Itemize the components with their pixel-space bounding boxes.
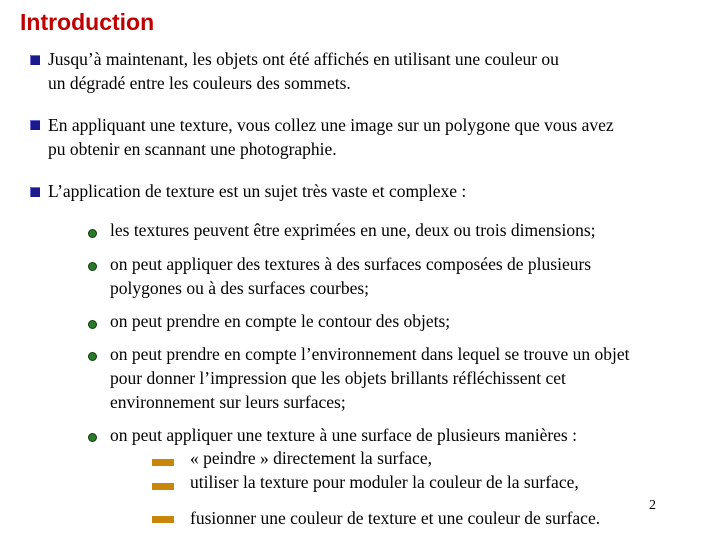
method-2: utiliser la texture pour moduler la couleur de la surface, [190, 472, 579, 492]
dash-bullet-icon [152, 516, 174, 523]
paragraph-2-line-1: En appliquant une texture, vous collez une image sur un polygone que vous avez [48, 115, 614, 135]
paragraph-1-line-2: un dégradé entre les couleurs des sommets. [48, 73, 351, 93]
paragraph-1-line-1: Jusqu’à maintenant, les objets ont été affichés en utilisant une couleur ou [48, 49, 559, 69]
round-bullet-icon [88, 433, 97, 442]
sub-item-4-line-1: on peut prendre en compte l’environnement dans lequel se trouve un objet [110, 344, 630, 364]
dash-bullet-icon [152, 483, 174, 490]
round-bullet-icon [88, 320, 97, 329]
method-3: fusionner une couleur de texture et une couleur de surface. [190, 508, 601, 528]
square-bullet-icon [30, 187, 40, 197]
dash-bullet-icon [152, 459, 174, 466]
square-bullet-icon [30, 55, 40, 65]
round-bullet-icon [88, 352, 97, 361]
sub-item-4-line-3: environnement sur leurs surfaces; [110, 392, 346, 412]
paragraph-2-line-2: pu obtenir en scannant une photographie. [48, 139, 337, 159]
round-bullet-icon [88, 262, 97, 271]
sub-item-4-line-2: pour donner l’impression que les objets brillants réfléchissent cet [110, 368, 566, 388]
sub-item-1-line-1: les textures peuvent être exprimées en une, deux ou trois dimensions; [110, 220, 596, 240]
round-bullet-icon [88, 229, 97, 238]
sub-item-2-line-1: on peut appliquer des textures à des surfaces composées de plusieurs [110, 254, 592, 274]
sub-item-2-line-2: polygones ou à des surfaces courbes; [110, 278, 370, 298]
slide-title: Introduction [20, 9, 155, 35]
method-1: « peindre » directement la surface, [190, 448, 432, 468]
sub-item-3-line-1: on peut prendre en compte le contour des objets; [110, 311, 451, 331]
page-number: 2 [649, 498, 656, 513]
square-bullet-icon [30, 120, 40, 130]
paragraph-3-line-1: L’application de texture est un sujet très vaste et complexe : [48, 181, 467, 201]
sub-item-5-line-1: on peut appliquer une texture à une surface de plusieurs manières : [110, 425, 577, 445]
